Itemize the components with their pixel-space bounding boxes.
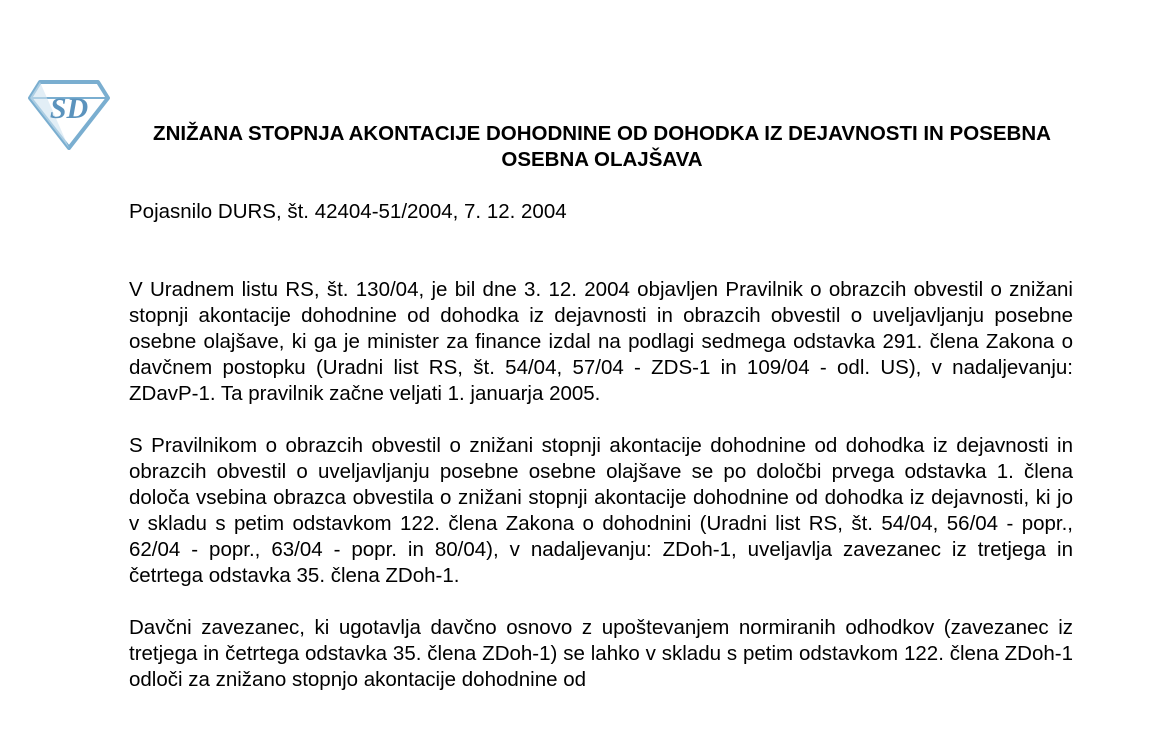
diamond-sd-logo-icon [28,78,110,150]
document-body [129,277,1073,719]
paragraph: S Pravilnikom o obrazcih obvestil o znižani stopnji akontacije dohodnine od dohodka iz dejavnosti in obrazcih obvestil o uveljavljanju posebne osebne olajšave se po določbi prvega odstavka 1. člena določa vsebina obrazca obvestila o znižani stopnji akontacije dohodnine od dohodka iz dejavnosti, ki jo v skladu s petim odstavkom 122. člena Zakona o dohodnini (Uradni list RS, št. 54/04, 56/04 - popr., 62/04 - popr., 63/04 - popr. in 80/04), v nadaljevanju: ZDoh-1, uveljavlja zavezanec iz tretjega in četrtega odstavka 35. člena ZDoh-1. [129,434,1073,587]
logo [28,78,110,150]
paragraph: Davčni zavezanec, ki ugotavlja davčno osnovo z upoštevanjem normiranih odhodkov (zavezanec iz tretjega in četrtega odstavka 35. člena ZDoh-1) se lahko v skladu s petim odstavkom 122. člena ZDoh-1 odloči za znižano stopnjo akontacije dohodnine od [129,616,1073,691]
document-title: ZNIŽANA STOPNJA AKONTACIJE DOHODNINE OD DOHODKA IZ DEJAVNOSTI IN POSEBNA OSEBNA OLAJŠAVA [153,122,1051,171]
svg-text:SD: SD [49,92,89,125]
document-subtitle: Pojasnilo DURS, št. 42404-51/2004, 7. 12. 2004 [129,200,567,223]
paragraph: V Uradnem listu RS, št. 130/04, je bil dne 3. 12. 2004 objavljen Pravilnik o obrazcih obvestil o znižani stopnji akontacije dohodnine od dohodka iz dejavnosti in obrazcih obvestil o uveljavljanju posebne osebne olajšave, ki ga je minister za finance izdal na podlagi sedmega odstavka 291. člena Zakona o davčnem postopku (Uradni list RS, št. 54/04, 57/04 - ZDS-1 in 109/04 - odl. US), v nadaljevanju: ZDavP-1. Ta pravilnik začne veljati 1. januarja 2005. [129,278,1073,405]
